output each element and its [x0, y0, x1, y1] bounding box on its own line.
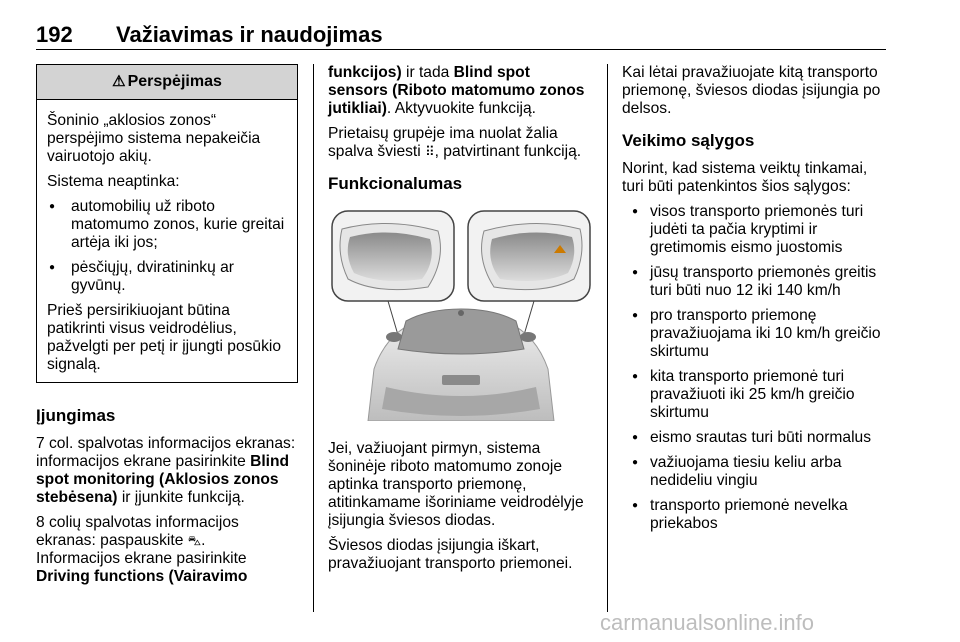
list-item: ● pėsčiųjų, dviratininkų ar gyvūnų. — [47, 259, 289, 295]
column-left — [36, 64, 298, 593]
paragraph-function: Jei, važiuojant pirmyn, sistema šoninėje riboto matomumo zonoje aptinka transporto priemonę, atitinkamame išoriniame veidrodėlyje įsijungia šviesos diodas. — [328, 440, 584, 529]
column-middle — [328, 64, 594, 580]
warning-list — [47, 198, 289, 295]
conditions-list — [622, 203, 890, 533]
column-divider — [607, 64, 608, 612]
list-item: ● visos transporto priemonės turi judėti ta pačia kryptimi ir gretimomis eismo juostomis — [622, 203, 890, 257]
list-item: ● eismo srautas turi būti normalus — [622, 429, 890, 447]
section-heading-conditions: Veikimo sąlygos — [622, 131, 755, 150]
section-heading-ijungimas: Įjungimas — [36, 406, 116, 425]
list-item: ● pro transporto priemonę pravažiuojama iki 10 km/h greičio skirtumu — [622, 307, 890, 361]
warning-text-2: Sistema neaptinka: — [47, 173, 180, 190]
paragraph-indicator: Prietaisų grupėje ima nuolat žalia spalva šviesti ⠿, patvirtinant funkciją. — [328, 125, 582, 160]
paragraph-8inch: 8 colių spalvotas informacijos ekranas: paspauskite ⛍. Informacijos ekrane pasirinkite Driving functions (Vairavimo — [36, 514, 248, 585]
warning-triangle-icon: ⚠ — [112, 73, 126, 90]
paragraph-continuation: funkcijos) ir tada Blind spot sensors (Riboto matomumo zonos jutikliai). Aktyvuokite funkciją. — [328, 64, 585, 117]
paragraph-led: Šviesos diodas įsijungia iškart, pravažiuojant transporto priemonei. — [328, 537, 573, 572]
list-item: ● automobilių už riboto matomumo zonos, kurie greitai artėja iki jos; — [47, 198, 289, 252]
watermark: carmanualsonline.info — [600, 610, 815, 635]
list-item: ● kita transporto priemonė turi pravažiuoti iki 25 km/h greičio skirtumu — [622, 368, 890, 422]
paragraph-7inch: 7 col. spalvotas informacijos ekranas: informacijos ekrane pasirinkite Blind spot monitoring (Aklosios zonos stebėsena) ir įjunkite funkciją. — [36, 435, 296, 506]
column-right — [622, 64, 890, 540]
page-number: 192 — [36, 22, 73, 47]
warning-title: Perspėjimas — [127, 73, 222, 90]
paragraph-delay: Kai lėtai pravažiuojate kitą transporto priemonę, šviesos diodas įsijungia po delsos. — [622, 64, 881, 117]
list-item: ● transporto priemonė nevelka priekabos — [622, 497, 890, 533]
warning-text-1: Šoninio „aklosios zonos“ perspėjimo sistema nepakeičia vairuotojo akių. — [47, 112, 261, 165]
list-item: ● jūsų transporto priemonės greitis turi būti nuo 12 iki 140 km/h — [622, 264, 890, 300]
list-item: ● važiuojama tiesiu keliu arba nedideliu vingiu — [622, 454, 890, 490]
page-header — [36, 22, 926, 52]
paragraph-conditions-intro: Norint, kad sistema veiktų tinkamai, turi būti patenkintos šios sąlygos: — [622, 160, 868, 195]
blind-spot-indicator-icon: ⠿ — [425, 144, 435, 159]
section-heading-funkcionalumas: Funkcionalumas — [328, 174, 463, 193]
warning-body — [37, 100, 297, 382]
chapter-title: Važiavimas ir naudojimas — [116, 22, 383, 47]
warning-box — [36, 64, 298, 383]
warning-header — [37, 65, 297, 100]
mirror-illustration — [328, 209, 594, 421]
car-settings-icon: ⛍ — [187, 533, 202, 548]
header-rule — [36, 49, 886, 50]
warning-text-3: Prieš persirikiuojant būtina patikrinti visus veidrodėlius, pažvelgti per petį ir įjungti posūkio signalą. — [47, 302, 282, 373]
column-divider — [313, 64, 314, 612]
